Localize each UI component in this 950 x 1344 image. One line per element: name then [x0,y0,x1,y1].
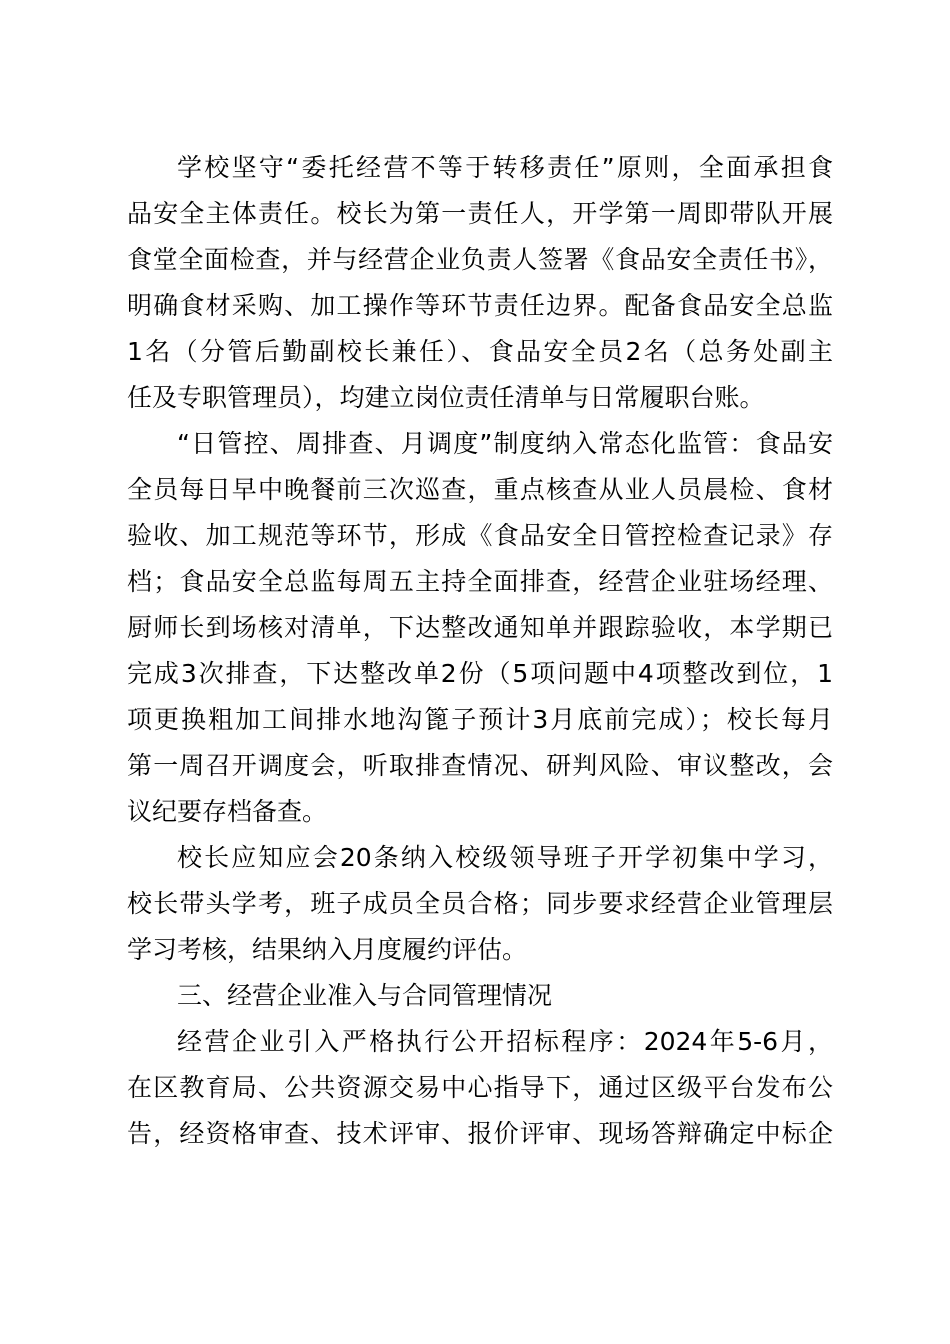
text-line: 经营企业引入严格执行公开招标程序：2024年5-6月， [177,1027,833,1056]
text-line: 学习考核，结果纳入月度履约评估。 [127,935,528,964]
text-line: 完成3次排查，下达整改单2份（5项问题中4项整改到位，1 [127,659,833,688]
section-heading: 三、经营企业准入与合同管理情况 [177,981,553,1010]
text-line: 验收、加工规范等环节，形成《食品安全日管控检查记录》存 [127,521,833,550]
text-line: 食堂全面检查，并与经营企业负责人签署《食品安全责任书》， [127,245,833,274]
text-line: 任及专职管理员），均建立岗位责任清单与日常履职台账。 [127,383,765,412]
text-line: 厨师长到场核对清单，下达整改通知单并跟踪验收，本学期已 [127,613,833,642]
text-line: 学校坚守“委托经营不等于转移责任”原则，全面承担食 [177,153,833,182]
text-line: 项更换粗加工间排水地沟篦子预计3月底前完成）；校长每月 [127,705,833,734]
text-line: 议纪要存档备查。 [127,797,328,826]
text-line: 校长应知应会20条纳入校级领导班子开学初集中学习， [177,843,833,872]
text-line: 明确食材采购、加工操作等环节责任边界。配备食品安全总监 [127,291,833,320]
text-line: 品安全主体责任。校长为第一责任人，开学第一周即带队开展 [127,199,833,228]
text-line: 在区教育局、公共资源交易中心指导下，通过区级平台发布公 [127,1073,833,1102]
text-line: 校长带头学考，班子成员全员合格；同步要求经营企业管理层 [127,889,833,918]
text-line: 告，经资格审查、技术评审、报价评审、现场答辩确定中标企 [127,1119,833,1148]
text-line: 全员每日早中晚餐前三次巡查，重点核查从业人员晨检、食材 [127,475,833,504]
text-line: “日管控、周排查、月调度”制度纳入常态化监管：食品安 [177,429,833,458]
text-line: 1名（分管后勤副校长兼任）、食品安全员2名（总务处副主 [127,337,833,366]
text-line: 第一周召开调度会，听取排查情况、研判风险、审议整改，会 [127,751,833,780]
text-line: 档；食品安全总监每周五主持全面排查，经营企业驻场经理、 [127,567,833,596]
